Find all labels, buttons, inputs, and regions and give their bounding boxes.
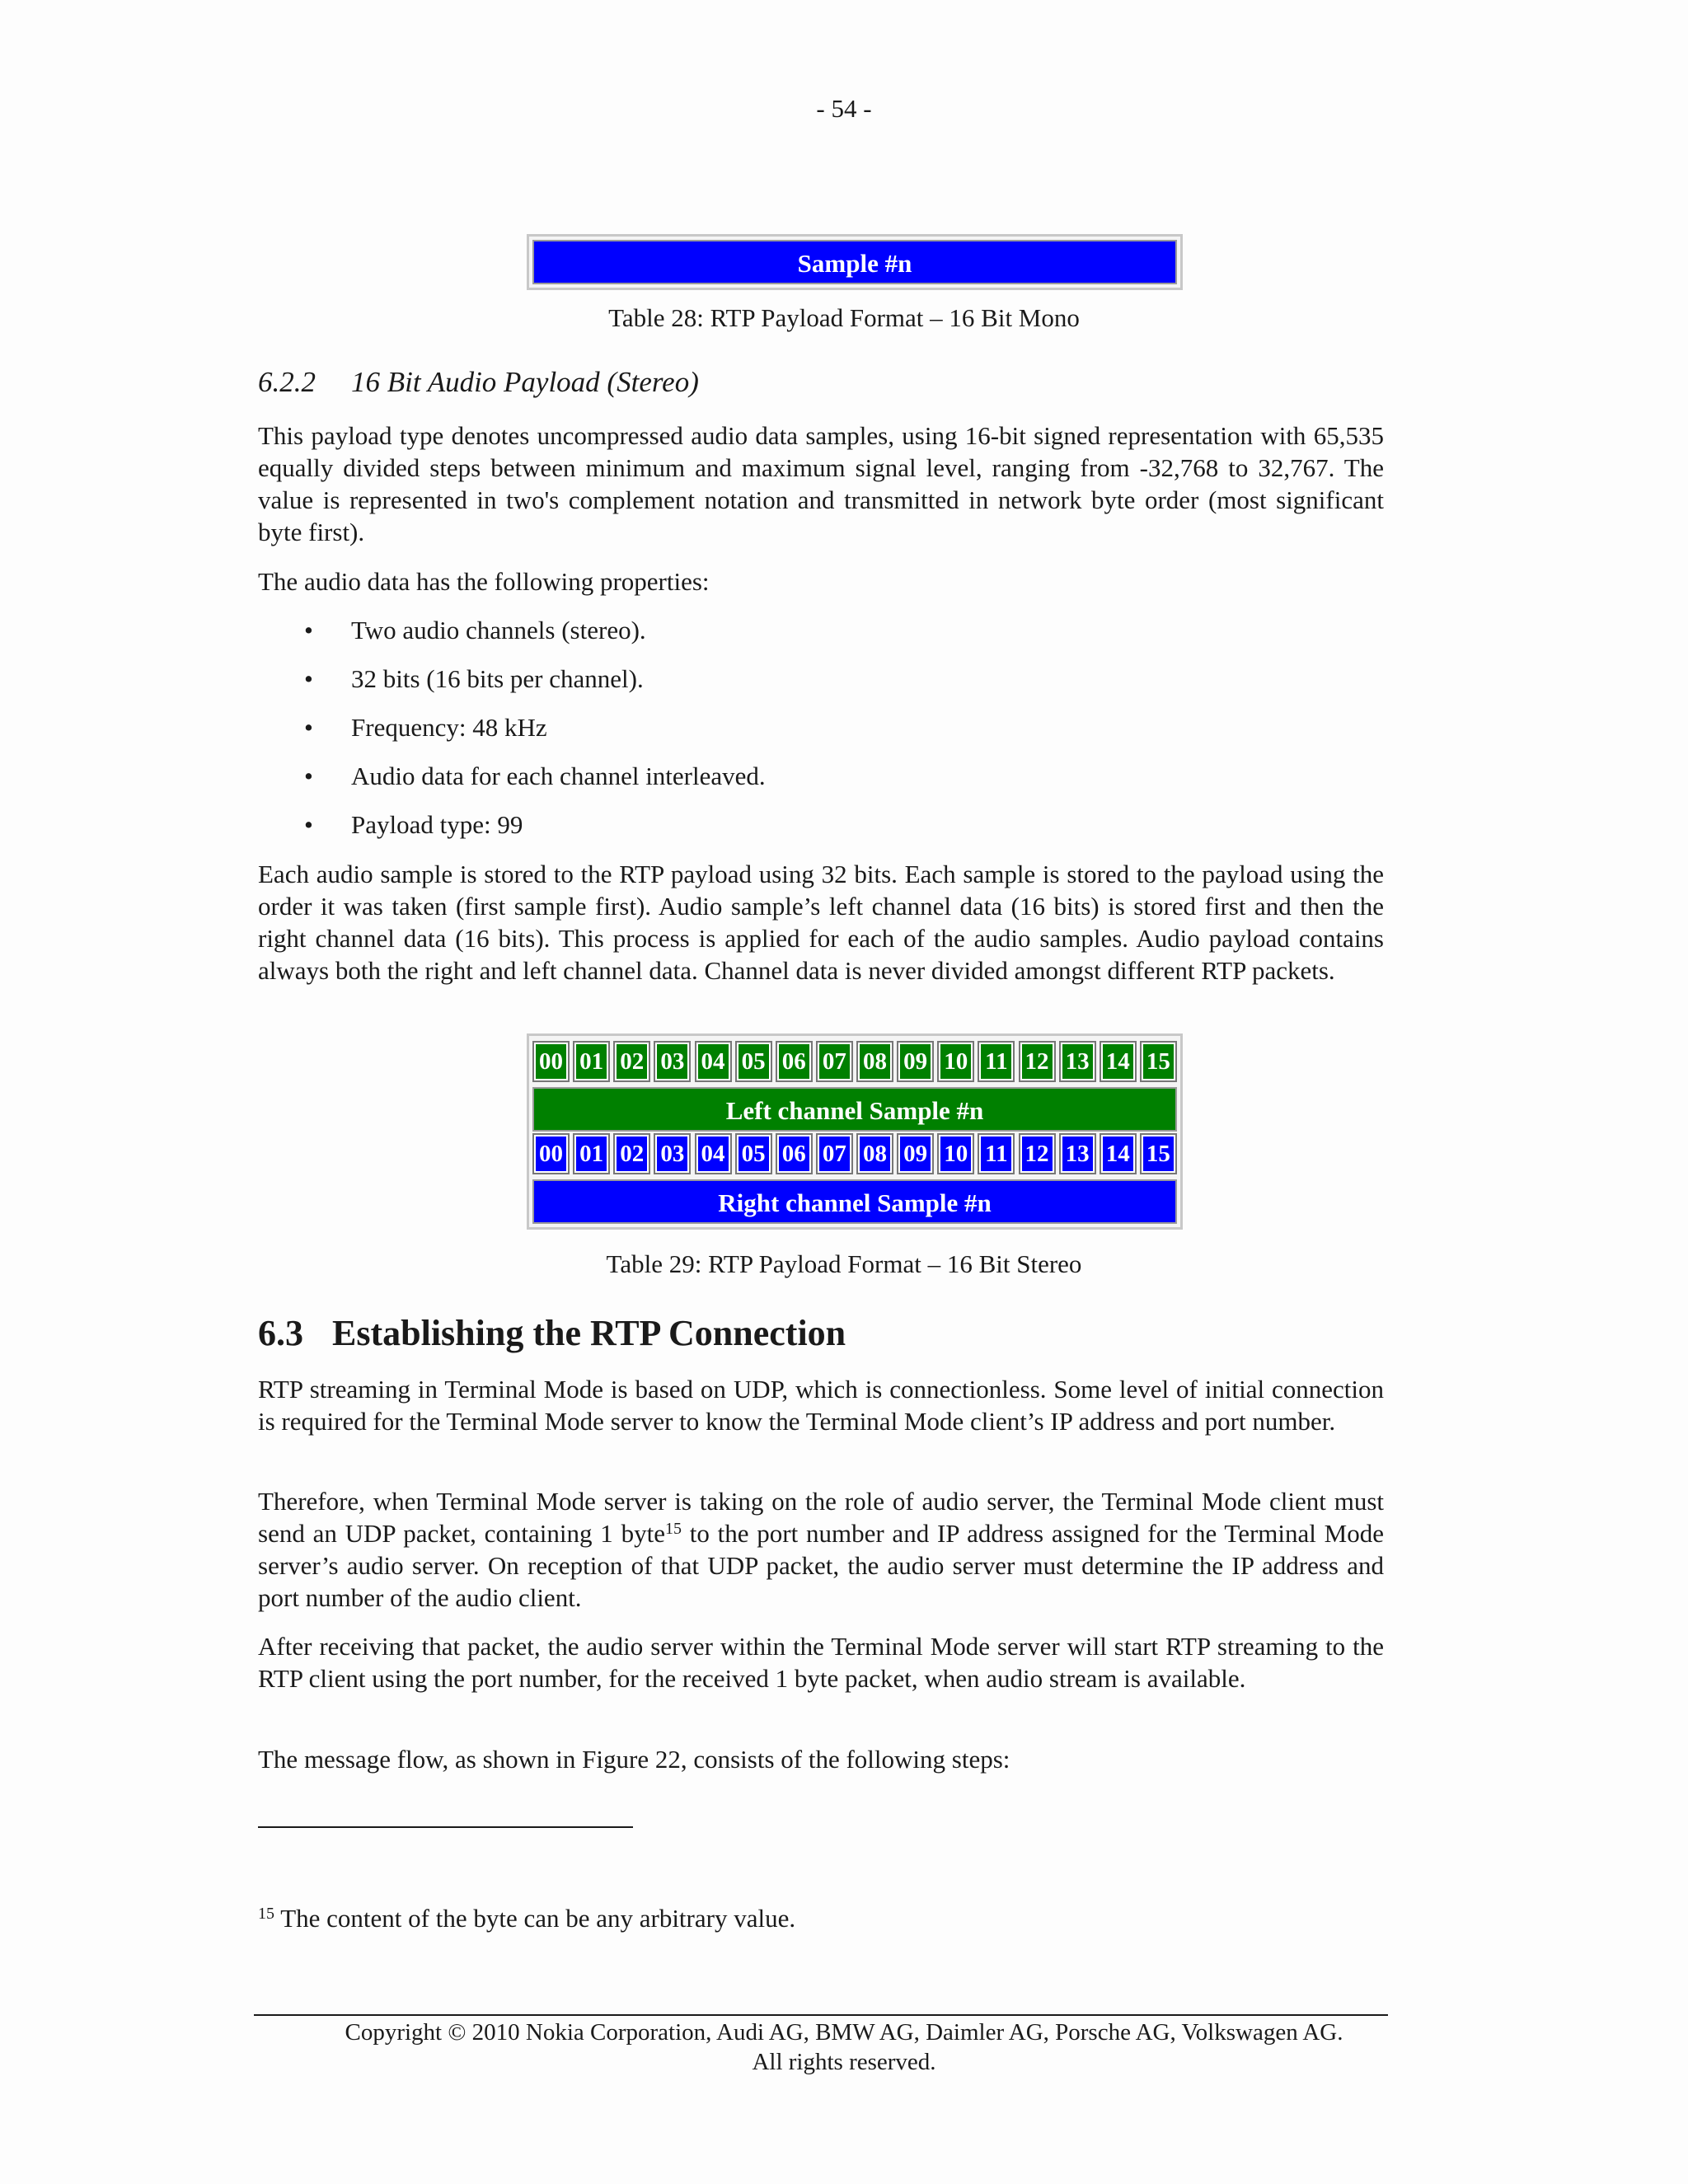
bit-cell: 00 <box>532 1133 570 1174</box>
section-622-number: 6.2.2 <box>258 366 316 398</box>
rtp-udp-paragraph: RTP streaming in Terminal Mode is based on UDP, which is connectionless. Some level of initial connection is required for the Terminal Mode server to know the Terminal Mode client’s IP address and port number. <box>258 1375 1384 1436</box>
bit-cell: 10 <box>937 1133 974 1174</box>
bit-cell: 06 <box>776 1133 813 1174</box>
bit-cell: 01 <box>573 1041 610 1082</box>
bit-cell: 11 <box>978 1133 1015 1174</box>
properties-intro: The audio data has the following properties: <box>258 567 710 596</box>
bit-cell: 05 <box>735 1133 772 1174</box>
section-63-title: Establishing the RTP Connection <box>332 1313 846 1353</box>
bit-cell: 10 <box>937 1041 974 1082</box>
copyright-line: Copyright © 2010 Nokia Corporation, Audi AG, BMW AG, Daimler AG, Porsche AG, Volkswagen AG. <box>345 2019 1343 2046</box>
table-29-caption: Table 29: RTP Payload Format – 16 Bit Stereo <box>606 1249 1082 1278</box>
rights-line: All rights reserved. <box>752 2049 936 2075</box>
bullet-icon: • <box>304 762 313 790</box>
payload-type-paragraph: This payload type denotes uncompressed audio data samples, using 16-bit signed representation with 65,535 equally divided steps between minimum and maximum signal level, ranging from -32,768 to 32,767. The value is represented in two's complement notation and transmitted in network byte order (most significant byte first). <box>258 421 1384 546</box>
bullet-icon: • <box>304 810 313 839</box>
bit-cell: 08 <box>856 1133 893 1174</box>
list-item: • Audio data for each channel interleaved. <box>304 762 766 790</box>
footer-divider <box>254 2014 1388 2016</box>
section-622-title: 16 Bit Audio Payload (Stereo) <box>351 366 699 398</box>
list-item: • Payload type: 99 <box>304 810 523 839</box>
left-bit-row <box>532 1041 1177 1085</box>
after-receiving-paragraph: After receiving that packet, the audio server within the Terminal Mode server will start RTP streaming to the RTP client using the port number, for the received 1 byte packet, when audio stream is available. <box>258 1632 1384 1693</box>
bit-cell: 13 <box>1059 1133 1096 1174</box>
section-63-heading <box>258 1312 846 1354</box>
bullet-icon: • <box>304 664 313 693</box>
right-channel-bar: Right channel Sample #n <box>532 1179 1177 1224</box>
bit-cell: 08 <box>856 1041 893 1082</box>
bit-cell: 09 <box>897 1133 934 1174</box>
left-channel-bar: Left channel Sample #n <box>532 1087 1177 1132</box>
section-622-heading <box>258 366 699 399</box>
mono-payload-table <box>527 234 1183 290</box>
bit-cell: 15 <box>1140 1041 1177 1082</box>
footnote-text: The content of the byte can be any arbitrary value. <box>274 1904 796 1933</box>
bit-cell: 07 <box>816 1041 853 1082</box>
footnote <box>258 1904 795 1933</box>
message-flow-paragraph: The message flow, as shown in Figure 22, consists of the following steps: <box>258 1745 1010 1774</box>
bullet-icon: • <box>304 713 313 742</box>
bit-cell: 07 <box>816 1133 853 1174</box>
bit-cell: 04 <box>695 1041 732 1082</box>
list-item: • Two audio channels (stereo). <box>304 616 646 644</box>
bit-cell: 00 <box>532 1041 570 1082</box>
properties-list <box>258 614 766 857</box>
list-item: • 32 bits (16 bits per channel). <box>304 664 644 693</box>
footnote-number: 15 <box>258 1905 274 1923</box>
bit-cell: 15 <box>1140 1133 1177 1174</box>
bit-cell: 09 <box>897 1041 934 1082</box>
bullet-icon: • <box>304 616 313 644</box>
footnote-reference[interactable]: 15 <box>664 1520 682 1538</box>
bit-cell: 02 <box>613 1041 650 1082</box>
footnote-divider <box>258 1826 633 1828</box>
bit-cell: 01 <box>573 1133 610 1174</box>
bit-cell: 12 <box>1019 1041 1056 1082</box>
bit-cell: 05 <box>735 1041 772 1082</box>
right-bit-row <box>532 1133 1177 1178</box>
stereo-payload-table <box>527 1033 1183 1230</box>
bit-cell: 06 <box>776 1041 813 1082</box>
therefore-paragraph: Therefore, when Terminal Mode server is taking on the role of audio server, the Terminal Mode client must send an UDP packet, containing 1 byte$^{15}$ to the port number and IP address assigned for the Terminal Mode server’s audio server. On reception of that UDP packet, the audio server must determine the IP address and port number of the audio client. <box>258 1487 1384 1612</box>
bit-cell: 14 <box>1100 1133 1137 1174</box>
bit-cell: 12 <box>1019 1133 1056 1174</box>
section-63-number: 6.3 <box>258 1313 303 1353</box>
mono-sample-bar: Sample #n <box>532 240 1177 284</box>
copyright-footer <box>0 2018 1688 2077</box>
bit-cell: 11 <box>978 1041 1015 1082</box>
bit-cell: 13 <box>1059 1041 1096 1082</box>
bit-cell: 02 <box>613 1133 650 1174</box>
bit-cell: 03 <box>654 1041 691 1082</box>
list-item: • Frequency: 48 kHz <box>304 713 547 742</box>
table-28-caption: Table 28: RTP Payload Format – 16 Bit Mono <box>608 303 1080 332</box>
bit-cell: 14 <box>1100 1041 1137 1082</box>
bit-cell: 04 <box>695 1133 732 1174</box>
page-number: - 54 - <box>816 94 872 123</box>
sample-storage-paragraph: Each audio sample is stored to the RTP payload using 32 bits. Each sample is stored to the payload using the order it was taken (first sample first). Audio sample’s left channel data (16 bits) is stored first and then the right channel data (16 bits). This process is applied for each of the audio samples. Audio payload contains always both the right and left channel data. Channel data is never divided amongst different RTP packets. <box>258 860 1384 985</box>
bit-cell: 03 <box>654 1133 691 1174</box>
